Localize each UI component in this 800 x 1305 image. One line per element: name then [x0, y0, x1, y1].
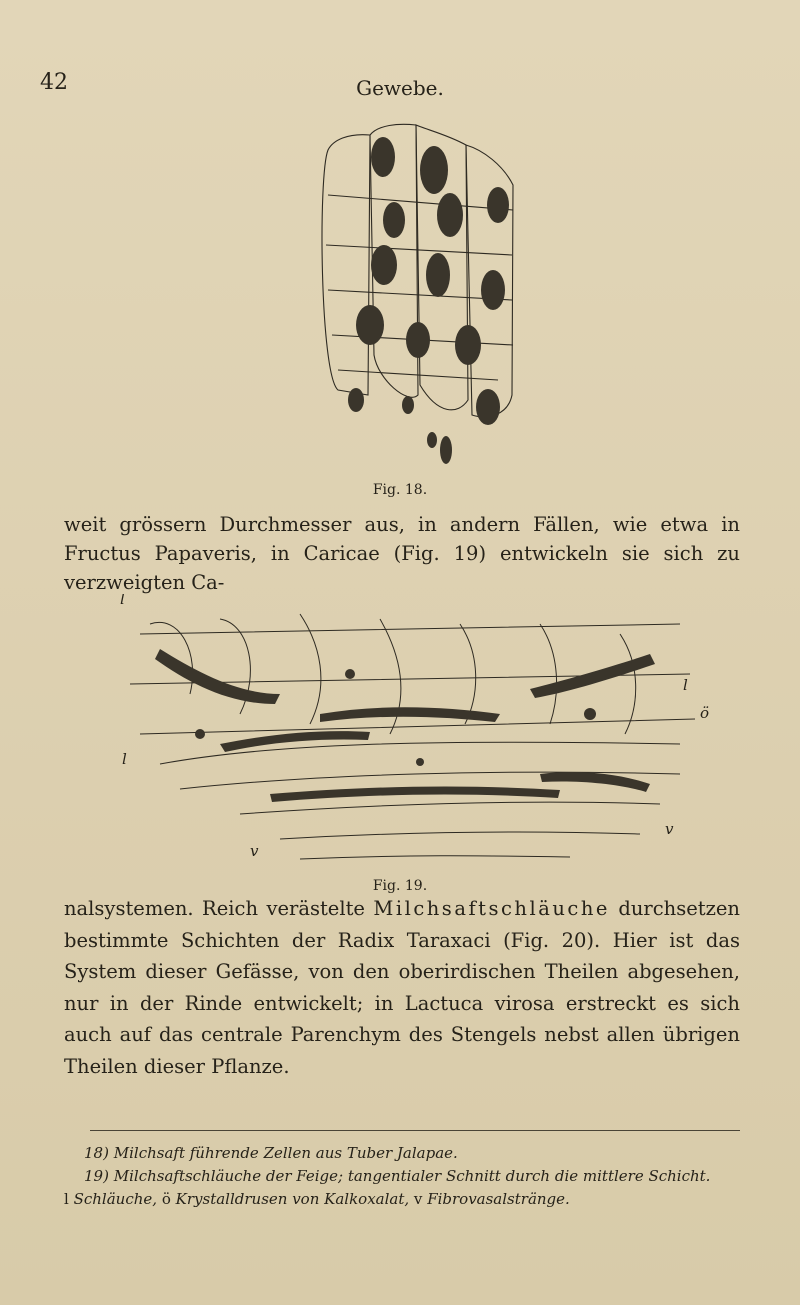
- figure-19-illustration: [120, 594, 710, 876]
- fig19-label-l-right: l: [683, 676, 688, 694]
- footnote-19-number: 19): [84, 1167, 109, 1185]
- fig19-label-v-right: v: [665, 820, 674, 838]
- legend-v-text: Fibrovasalstränge.: [427, 1190, 570, 1208]
- footnote-18: [64, 1142, 764, 1165]
- footnote-divider: [90, 1130, 740, 1131]
- fig19-label-l-top: l: [120, 594, 125, 608]
- legend-o-symbol: ö: [161, 1190, 171, 1208]
- footnote-19-legend: [64, 1188, 764, 1211]
- figure-18-caption: Fig. 18.: [372, 482, 428, 498]
- paragraph-2-end: durchsetzen bestimmte Schichten der Radix Taraxaci (Fig. 20). Hier ist das System dieser Gefässe, von den oberirdischen Theilen abgesehen, nur in der Rinde entwickelt; in Lactuca virosa erstreckt es sich auch auf das centrale Parenchym des Stengels nebst allen übrigen Theilen dieser Pflanze.: [64, 897, 740, 1078]
- footnotes: [64, 1142, 764, 1211]
- figure-18-illustration: [308, 115, 522, 485]
- footnote-18-number: 18): [84, 1144, 109, 1162]
- running-head: Gewebe.: [356, 76, 444, 100]
- paragraph-1: weit grössern Durchmesser aus, in andern Fällen, wie etwa in Fructus Papaveris, in Caricae (Fig. 19) entwickeln sie sich zu verzweigten Ca-: [64, 513, 740, 594]
- fig19-label-o: ö: [700, 704, 710, 722]
- legend-v-symbol: v: [413, 1190, 423, 1208]
- paragraph-2: [64, 893, 740, 1082]
- paragraph-2-spaced-term: Milchsaftschläuche: [373, 897, 610, 920]
- legend-l-text: Schläuche,: [73, 1190, 158, 1208]
- paragraph-2-start: nalsystemen. Reich verästelte: [64, 897, 374, 920]
- fig19-label-l-left: l: [122, 750, 127, 768]
- figure-19-caption: Fig. 19.: [372, 878, 428, 894]
- page-number: 42: [40, 70, 68, 95]
- fig19-label-v-left: v: [250, 842, 259, 860]
- footnote-19-text: Milchsaftschläuche der Feige; tangentialer Schnitt durch die mittlere Schicht.: [113, 1167, 711, 1185]
- legend-o-text: Krystalldrusen von Kalkoxalat,: [175, 1190, 410, 1208]
- footnote-19: [64, 1165, 764, 1188]
- legend-l-symbol: l: [64, 1190, 69, 1208]
- footnote-18-text: Milchsaft führende Zellen aus Tuber Jalapae.: [113, 1144, 458, 1162]
